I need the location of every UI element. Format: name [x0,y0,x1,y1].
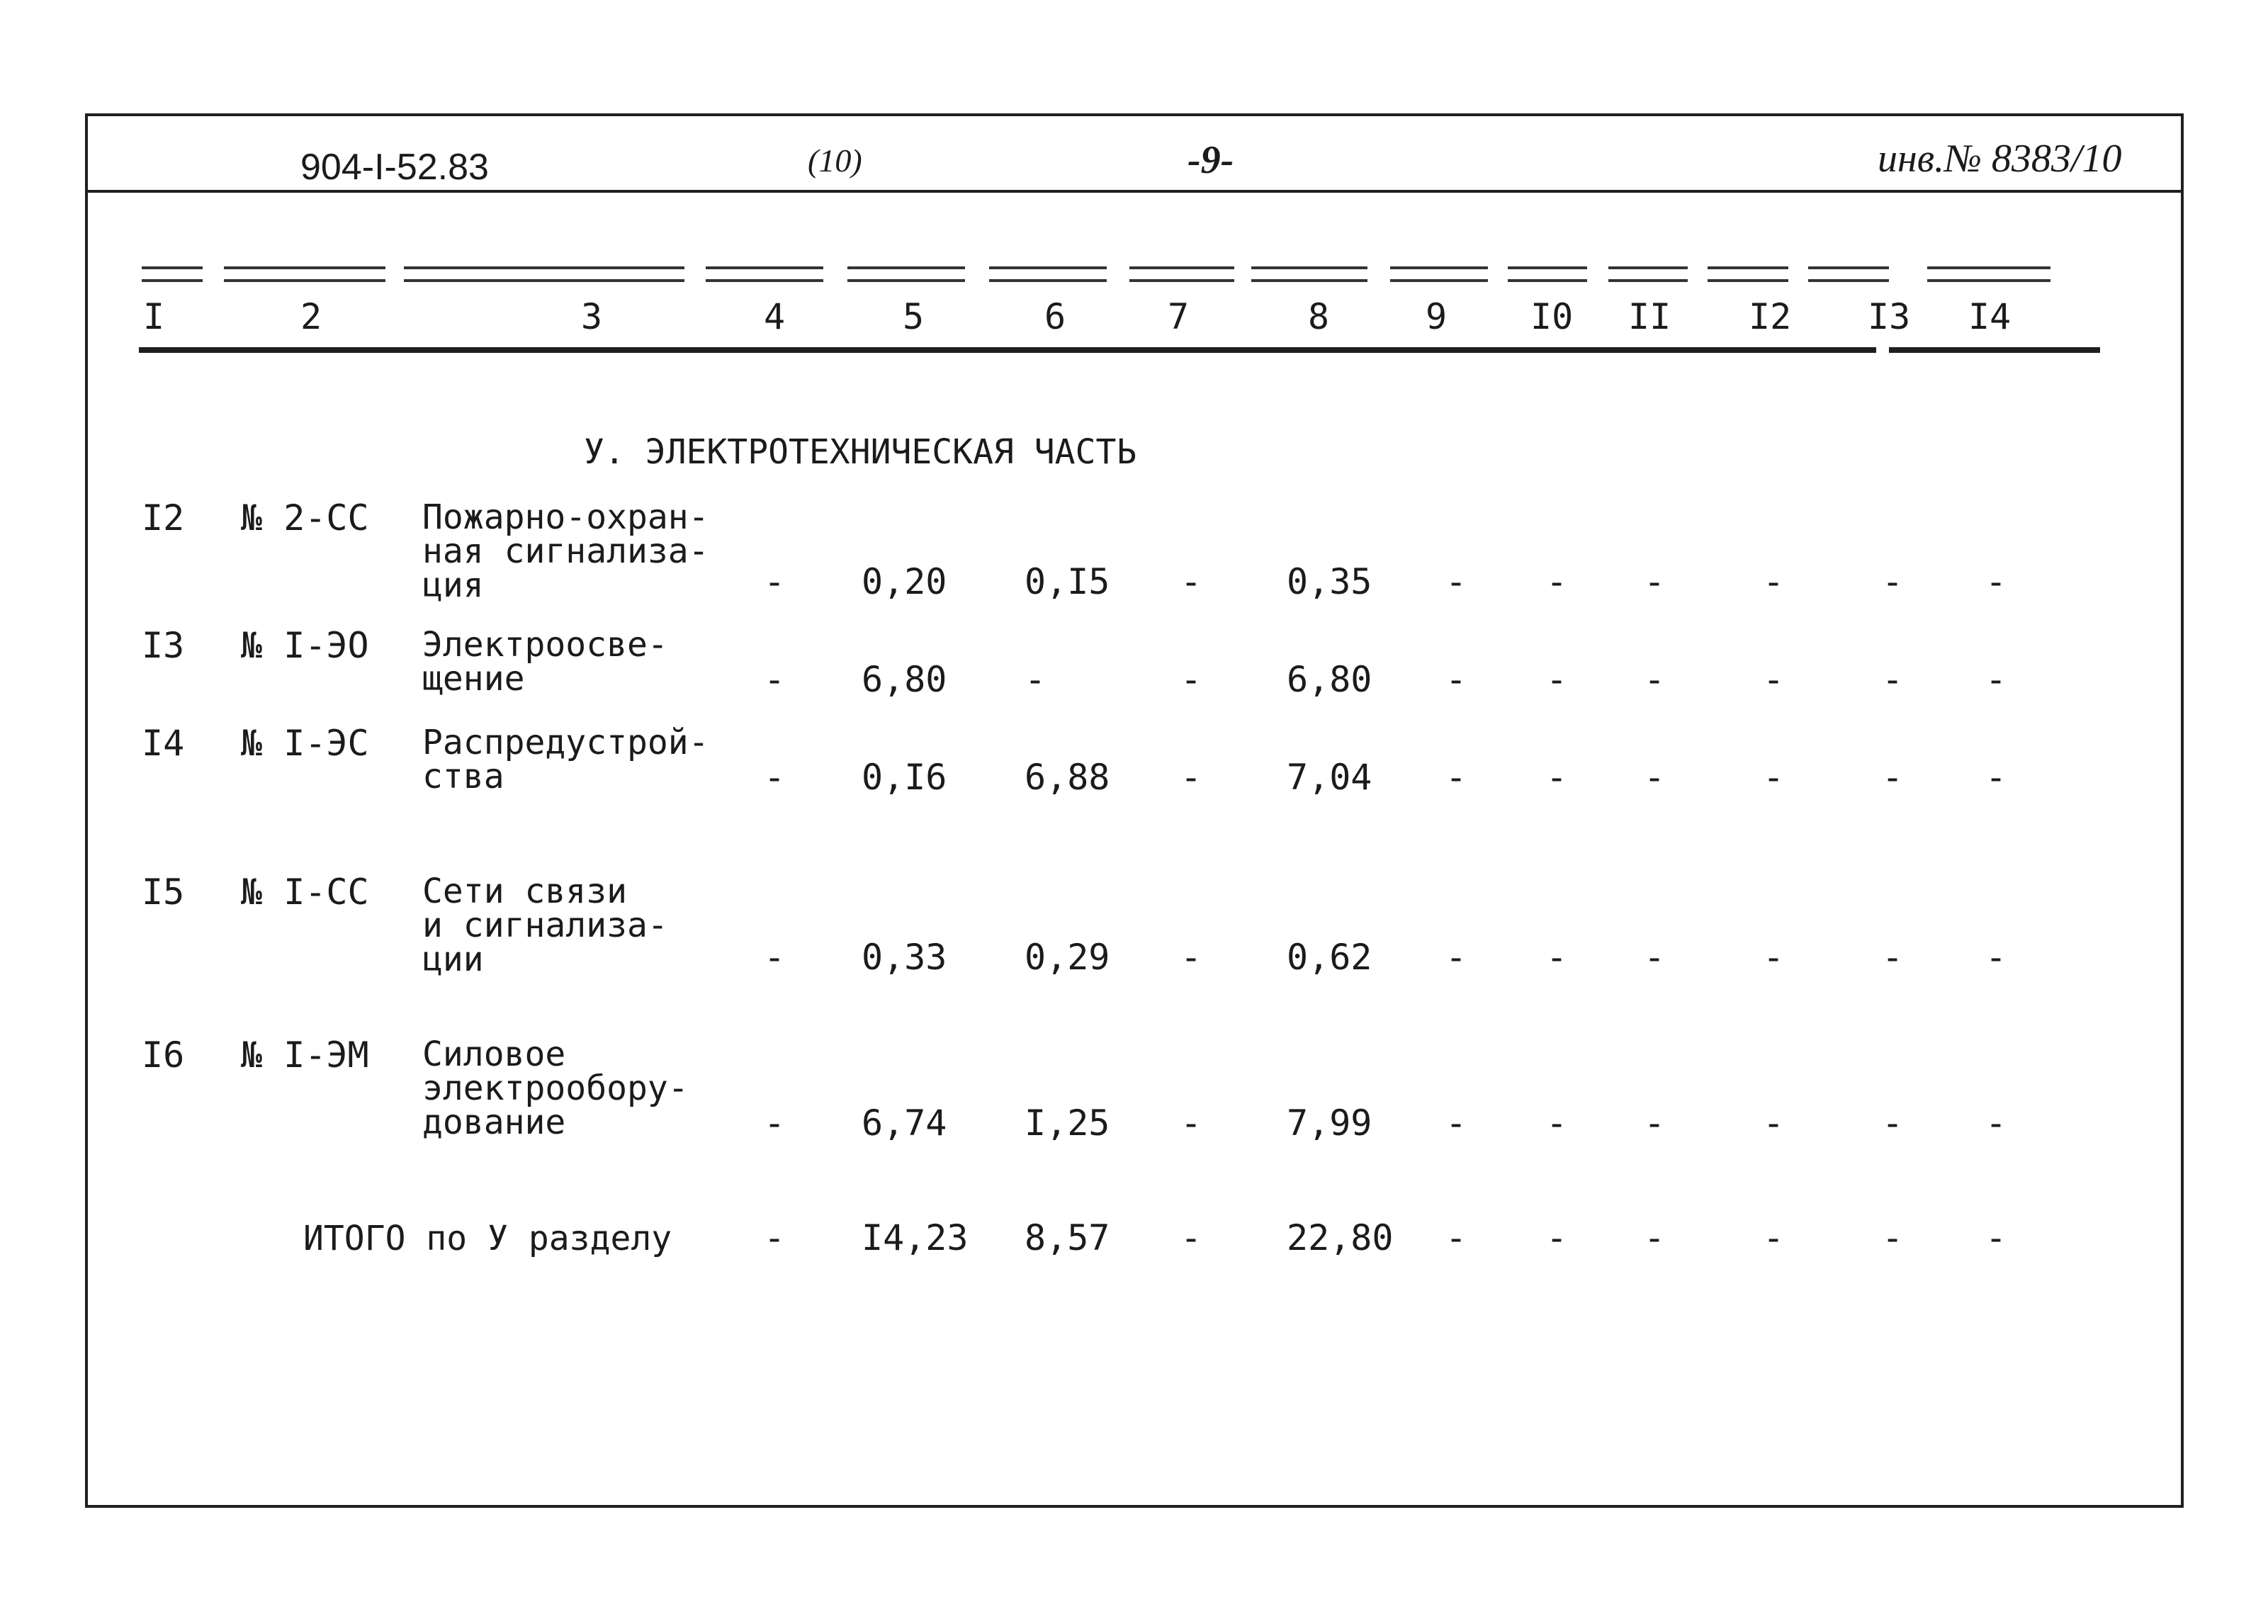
row-value: - [1445,1103,1467,1144]
row-name: Силовое электрообору- дование [422,1034,689,1142]
total-value: - [1644,1217,1666,1258]
row-value: - [1180,1103,1202,1144]
total-value: - [1763,1217,1785,1258]
row-value: - [1180,757,1202,798]
row-value: 6,88 [1025,757,1110,798]
row-value: - [764,561,786,602]
row-value: - [1882,659,1904,700]
double-rule-segment [1608,266,1688,282]
total-value: - [1546,1217,1568,1258]
doc-code: 904-I-52.83 [300,147,489,188]
column-number: 6 [1044,296,1066,337]
row-value: - [764,659,786,700]
total-value: - [1180,1217,1202,1258]
row-mark: № I-ЭО [241,625,369,666]
row-value: 7,04 [1287,757,1372,798]
row-value: - [1546,1103,1568,1144]
column-number: 8 [1308,296,1330,337]
row-value: - [1445,659,1467,700]
row-value: - [1882,757,1904,798]
row-value: - [764,757,786,798]
row-value: - [1763,1103,1785,1144]
double-rule-segment [1708,266,1788,282]
row-value: 0,20 [862,561,947,602]
row-value: - [1180,937,1202,978]
row-value: - [1985,937,2007,978]
row-value: 0,33 [862,937,947,978]
page-number: -9- [1187,138,1234,182]
row-name: Электроосве- щение [422,625,668,699]
row-value: 0,35 [1287,561,1372,602]
row-number: I2 [142,497,185,538]
row-value: 7,99 [1287,1103,1372,1144]
inventory-number: инв.№ 8383/10 [1878,137,2122,181]
row-value: 0,I6 [862,757,947,798]
double-rule-segment [142,266,203,282]
double-rule-segment [1808,266,1889,282]
row-value: - [1763,937,1785,978]
row-value: - [1763,757,1785,798]
row-name: Пожарно-охран- ная сигнализа- ция [422,497,709,605]
column-number: I4 [1968,296,2012,337]
row-value: - [1763,561,1785,602]
total-value: - [764,1217,786,1258]
row-value: 6,80 [862,659,947,700]
row-name: Сети связи и сигнализа- ции [422,872,668,979]
row-value: - [1546,757,1568,798]
total-value: 22,80 [1287,1217,1394,1258]
row-value: - [1763,659,1785,700]
row-value: 0,29 [1025,937,1110,978]
row-value: - [764,1103,786,1144]
row-value: - [1546,561,1568,602]
sheet-mark: (10) [808,142,862,179]
row-number: I6 [142,1034,185,1076]
row-value: - [1025,659,1046,700]
double-rule-segment [404,266,684,282]
row-value: - [1644,659,1666,700]
column-number: I3 [1868,296,1911,337]
row-value: - [1644,937,1666,978]
row-value: - [764,937,786,978]
section-title: У. ЭЛЕКТРОТЕХНИЧЕСКАЯ ЧАСТЬ [584,432,1137,472]
column-number: 2 [300,296,322,337]
row-value: - [1445,757,1467,798]
total-value: - [1985,1217,2007,1258]
row-number: I5 [142,872,185,913]
row-value: - [1985,1103,2007,1144]
column-number: 4 [764,296,786,337]
row-mark: № 2-СС [241,497,369,538]
total-value: - [1882,1217,1904,1258]
row-value: - [1445,561,1467,602]
total-label: ИТОГО по У разделу [303,1219,672,1258]
double-rule-segment [1129,266,1234,282]
row-mark: № I-СС [241,872,369,913]
row-mark: № I-ЭМ [241,1034,369,1076]
column-number: I [143,296,165,337]
double-rule-segment [1927,266,2050,282]
total-value: 8,57 [1025,1217,1110,1258]
row-value: - [1546,659,1568,700]
row-value: - [1644,1103,1666,1144]
column-number: 3 [581,296,603,337]
row-value: - [1882,937,1904,978]
double-rule-segment [224,266,385,282]
row-value: - [1985,561,2007,602]
row-value: - [1546,937,1568,978]
row-mark: № I-ЭС [241,723,369,764]
total-value: I4,23 [862,1217,969,1258]
double-rule-segment [706,266,823,282]
row-value: - [1985,659,2007,700]
row-number: I3 [142,625,185,666]
row-value: - [1882,561,1904,602]
row-value: I,25 [1025,1103,1110,1144]
column-number: II [1628,296,1671,337]
row-value: - [1882,1103,1904,1144]
column-number: 9 [1426,296,1448,337]
column-number: I2 [1749,296,1792,337]
double-rule-segment [847,266,965,282]
column-header-rule-end [1889,347,2100,353]
row-number: I4 [142,723,185,764]
column-header-rule [139,347,1876,353]
column-number: 7 [1168,296,1190,337]
row-value: 0,62 [1287,937,1372,978]
column-number: 5 [903,296,925,337]
row-value: 0,I5 [1025,561,1110,602]
row-value: - [1445,937,1467,978]
double-rule-segment [1508,266,1587,282]
row-value: 6,80 [1287,659,1372,700]
row-name: Распредустрой- ства [422,723,709,796]
row-value: - [1644,561,1666,602]
row-value: - [1180,659,1202,700]
row-value: - [1644,757,1666,798]
row-value: 6,74 [862,1103,947,1144]
double-rule-segment [1390,266,1488,282]
row-value: - [1985,757,2007,798]
double-rule-segment [1251,266,1367,282]
total-value: - [1445,1217,1467,1258]
header-divider [85,190,2184,193]
column-number: I0 [1530,296,1574,337]
row-value: - [1180,561,1202,602]
double-rule-segment [989,266,1107,282]
